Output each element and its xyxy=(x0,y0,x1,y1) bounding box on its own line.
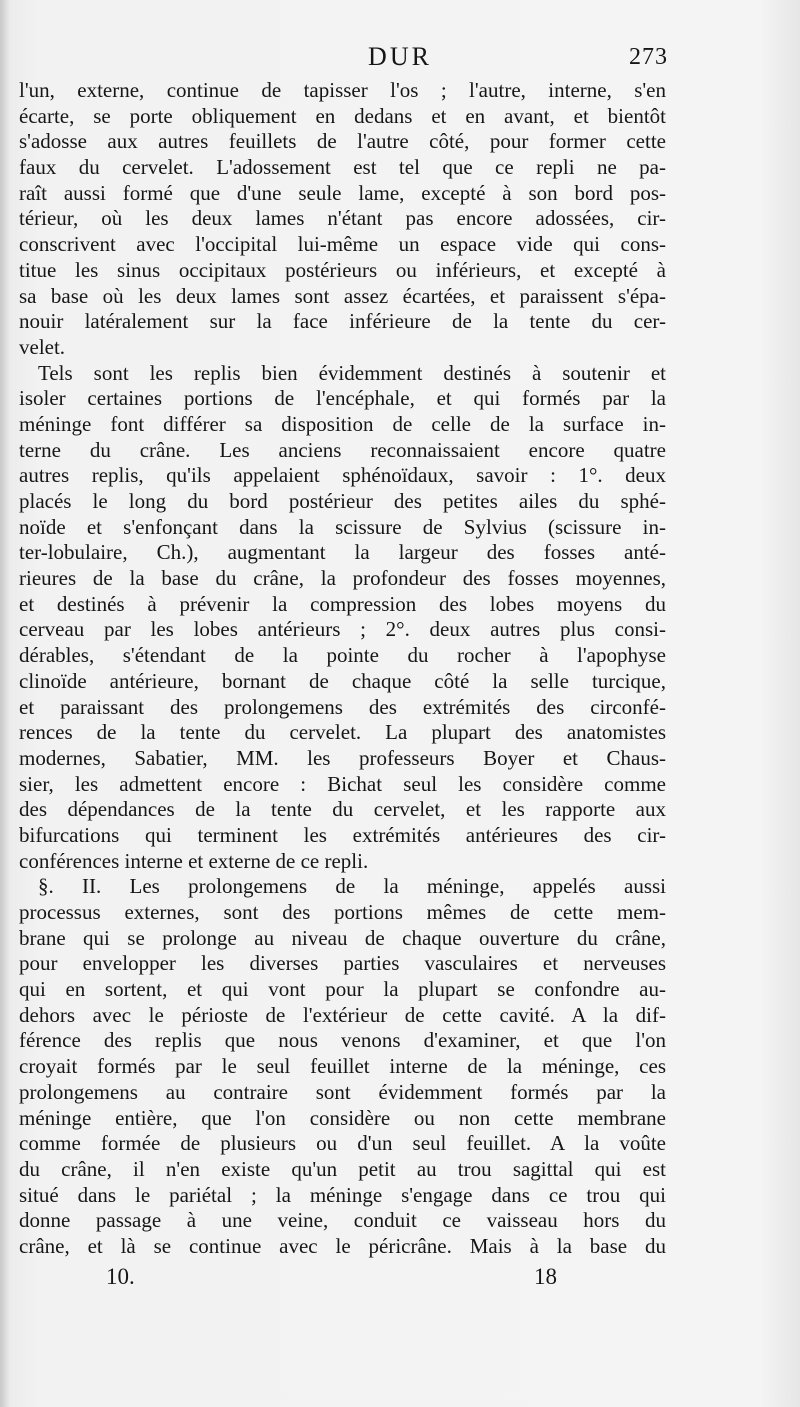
volume-number: 10. xyxy=(106,1264,135,1289)
text-line: faux du cervelet. L'adossement est tel que ce repli ne pa- xyxy=(19,155,666,180)
page-footer xyxy=(0,1264,800,1294)
text-line: titue les sinus occipitaux postérieurs ou inférieurs, et excepté à xyxy=(19,257,666,282)
text-line: ter-lobulaire, Ch.), augmentant la largeur des fosses anté- xyxy=(19,540,666,565)
text-line: noïde et s'enfonçant dans la scissure de Sylvius (scissure in- xyxy=(19,514,666,539)
signature-number: 18 xyxy=(534,1264,557,1289)
paragraph-start-line: Tels sont les replis bien évidemment destinés à soutenir et xyxy=(38,360,666,385)
text-line: écarte, se porte obliquement en dedans et en avant, et bientôt xyxy=(19,103,666,128)
text-line: brane qui se prolonge au niveau de chaque ouverture du crâne, xyxy=(19,925,666,950)
text-line: donne passage à une veine, conduit ce vaisseau hors du xyxy=(19,1208,666,1233)
text-line: croyait formés par le seul feuillet interne de la méninge, ces xyxy=(19,1054,666,1079)
page-header xyxy=(0,42,800,78)
text-line: comme formée de plusieurs ou d'un seul feuillet. A la voûte xyxy=(19,1131,666,1156)
running-head: DUR xyxy=(368,42,432,71)
text-line: sier, les admettent encore : Bichat seul les considère comme xyxy=(19,771,666,796)
body-text xyxy=(19,78,666,1260)
paragraph-end-line: conférences interne et externe de ce repli. xyxy=(19,848,369,873)
text-line: pour envelopper les diverses parties vasculaires et nerveuses xyxy=(19,951,666,976)
text-line: sa base où les deux lames sont assez écartées, et paraissent s'épa- xyxy=(19,283,666,308)
text-line: des dépendances de la tente du cervelet, et les rapporte aux xyxy=(19,797,666,822)
text-line: situé dans le pariétal ; la méninge s'engage dans ce trou qui xyxy=(19,1182,666,1207)
text-line: rences de la tente du cervelet. La plupart des anatomistes xyxy=(19,720,666,745)
text-line: s'adosse aux autres feuillets de l'autre côté, pour former cette xyxy=(19,129,666,154)
text-line: l'un, externe, continue de tapisser l'os ; l'autre, interne, s'en xyxy=(19,78,666,102)
text-line: méninge font différer sa disposition de celle de la surface in- xyxy=(19,411,666,436)
text-line: dérables, s'étendant de la pointe du rocher à l'apophyse xyxy=(19,643,666,668)
text-line: modernes, Sabatier, MM. les professeurs Boyer et Chaus- xyxy=(19,745,666,770)
text-line: processus externes, sont des portions mêmes de cette mem- xyxy=(19,900,666,924)
page-number: 273 xyxy=(629,44,668,70)
text-line: clinoïde antérieure, bornant de chaque côté la selle turcique, xyxy=(19,668,666,693)
text-line: cerveau par les lobes antérieurs ; 2°. deux autres plus consi- xyxy=(19,617,666,642)
text-line: isoler certaines portions de l'encéphale, et qui formés par la xyxy=(19,386,666,411)
section-heading-line: §. II. Les prolongemens de la méninge, appelés aussi xyxy=(38,874,666,899)
text-line: bifurcations qui terminent les extrémités antérieures des cir- xyxy=(19,822,666,847)
paragraph-end-line: velet. xyxy=(19,334,66,359)
text-line: raît aussi formé que d'une seule lame, excepté à son bord pos- xyxy=(19,180,666,205)
text-line: térieur, où les deux lames n'étant pas encore adossées, cir- xyxy=(19,206,666,231)
text-line: autres replis, qu'ils appelaient sphénoïdaux, savoir : 1°. deux xyxy=(19,463,666,488)
text-line: conscrivent avec l'occipital lui-même un espace vide qui cons- xyxy=(19,232,666,257)
text-line: et destinés à prévenir la compression des lobes moyens du xyxy=(19,591,666,616)
text-line: férence des replis que nous venons d'examiner, et que l'on xyxy=(19,1028,666,1053)
text-line: crâne, et là se continue avec le péricrâne. Mais à la base du xyxy=(19,1233,666,1258)
text-line: qui en sortent, et qui vont pour la plupart se confondre au- xyxy=(19,977,666,1002)
text-line: méninge entière, que l'on considère ou non cette membrane xyxy=(19,1105,666,1130)
text-line: et paraissant des prolongemens des extrémités des circonfé- xyxy=(19,694,666,719)
text-line: du crâne, il n'en existe qu'un petit au trou sagittal qui est xyxy=(19,1156,666,1181)
text-line: nouir latéralement sur la face inférieure de la tente du cer- xyxy=(19,309,666,334)
text-line: placés le long du bord postérieur des petites ailes du sphé- xyxy=(19,489,666,513)
text-line: terne du crâne. Les anciens reconnaissaient encore quatre xyxy=(19,437,666,462)
text-line: dehors avec le périoste de l'extérieur de cette cavité. A la dif- xyxy=(19,1002,666,1027)
text-line: rieures de la base du crâne, la profondeur des fosses moyennes, xyxy=(19,566,666,591)
text-line: prolongemens au contraire sont évidemment formés par la xyxy=(19,1079,666,1104)
